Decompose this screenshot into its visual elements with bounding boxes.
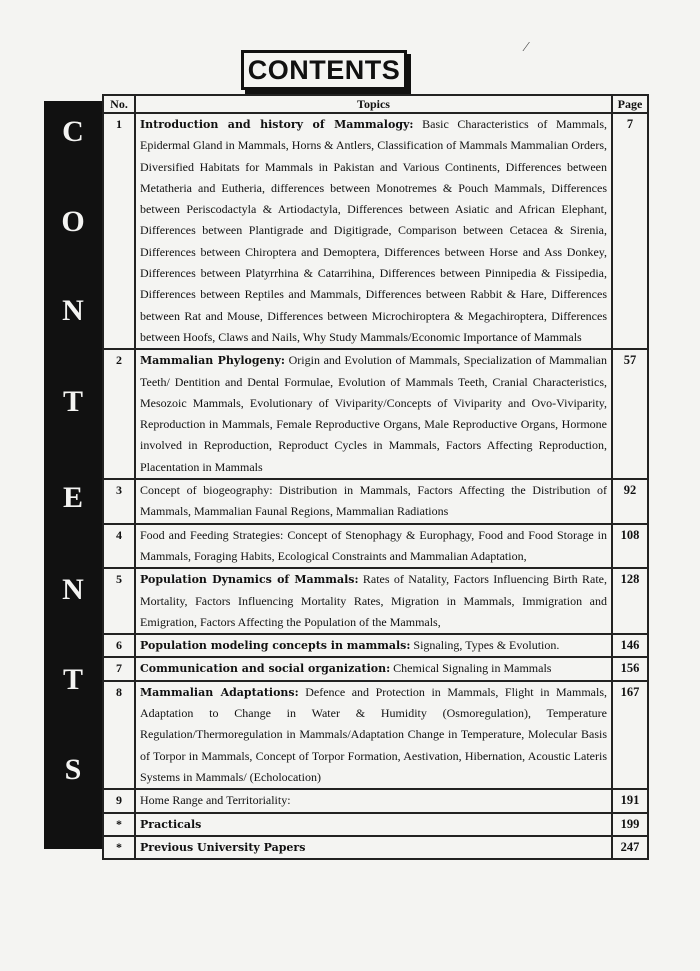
chapter-number: 5	[103, 568, 135, 634]
page-number: 146	[612, 634, 648, 657]
table-header-row	[103, 95, 648, 113]
table-row	[103, 836, 648, 859]
page-number: 247	[612, 836, 648, 859]
table-row	[103, 349, 648, 479]
page-number: 167	[612, 681, 648, 789]
header-topics: Topics	[135, 95, 612, 113]
chapter-number: 3	[103, 479, 135, 524]
sidebar-letter: O	[61, 205, 85, 238]
page-number: 92	[612, 479, 648, 524]
sidebar-letter: C	[62, 115, 84, 148]
chapter-topics	[135, 657, 612, 680]
chapter-title: Previous University Papers	[140, 840, 306, 854]
chapter-number: 7	[103, 657, 135, 680]
sidebar-letter: T	[62, 385, 83, 418]
contents-heading-box	[241, 50, 407, 90]
chapter-description: Basic Characteristics of Mammals, Epidermal Gland in Mammals, Horns & Antlers, Classification of Mammals Mammalian Orders, Diversified Habitats for Mammals in Pakistan and Various Continents, Differences between Metatheria and Eutheria, differences between Monotremes & Pouch Mammals, Differences between Periscodactyla & Artiodactyla, Differences between Asiatic and African Elephant, Differences between Plantigrade and Digitigrade, Comparison between Cetacea & Sirenia, Differences between Chiroptera and Demoptera, Differences between Horse and Ass Donkey, Differences between Platyrrhina & Catarrihina, Differences between Pinnipedia & Fissipedia, Differences between Reptiles and Mammals, Differences between Rabbit & Hare, Differences between Rat and Mouse, Differences between Microchiroptera & Megachiroptera, Differences between Hoofs, Claws and Nails, Why Study Mammals/Economic Importance of Mammals	[140, 117, 607, 344]
chapter-topics	[135, 568, 612, 634]
chapter-title: Mammalian Phylogeny:	[140, 354, 285, 368]
chapter-title: Practicals	[140, 817, 202, 831]
page-number: 128	[612, 568, 648, 634]
chapter-topics	[135, 813, 612, 836]
chapter-title: Introduction and history of Mammalogy:	[140, 118, 414, 131]
chapter-number: 4	[103, 524, 135, 569]
chapter-description: Rates of Natality, Factors Influencing Birth Rate, Mortality, Factors Influencing Mortality Rates, Migration in Mammals, Immigration and Emigration, Factors Affecting the Population of the Mammals,	[140, 572, 608, 629]
pen-mark: ⁄	[525, 40, 528, 55]
contents-table	[102, 94, 649, 860]
sidebar-letter: E	[62, 481, 83, 514]
chapter-description: Signaling, Types & Evolution.	[410, 638, 560, 653]
chapter-topics	[135, 634, 612, 657]
chapter-title: Communication and social organization:	[140, 662, 391, 676]
chapter-topics	[135, 789, 612, 812]
chapter-number: 6	[103, 634, 135, 657]
chapter-topics	[135, 349, 612, 479]
header-no: No.	[103, 95, 135, 113]
chapter-description: Home Range and Territoriality:	[140, 793, 291, 808]
chapter-title: Population Dynamics of Mammals:	[140, 573, 359, 587]
chapter-topics	[135, 836, 612, 859]
chapter-topics	[135, 113, 612, 349]
table-row	[103, 681, 648, 789]
chapter-number: *	[103, 813, 135, 836]
table-row	[103, 789, 648, 812]
chapter-number: 9	[103, 789, 135, 812]
chapter-number: 8	[103, 681, 135, 789]
page-number: 7	[612, 113, 648, 349]
page-number: 191	[612, 789, 648, 812]
chapter-description: Concept of biogeography: Distribution in Mammals, Factors Affecting the Distribution of Mammals, Mammalian Faunal Regions, Mammalian Radiations	[140, 483, 607, 519]
chapter-number: 2	[103, 349, 135, 479]
table-row	[103, 813, 648, 836]
header-page: Page	[612, 95, 648, 113]
page-number: 156	[612, 657, 648, 680]
chapter-number: *	[103, 836, 135, 859]
sidebar-letter: N	[62, 573, 84, 606]
chapter-description: Defence and Protection in Mammals, Flight in Mammals, Adaptation to Change in Water & Humidity (Osmoregulation), Temperature Regulation/Thermoregulation in Mammals/Adaptation Change in Temperature, Molecular Basis of Torpor in Mammals, Concept of Torpor Formation, Aestivation, Hibernation, Acoustic Lateris Systems in Mammals/ (Echolocation)	[140, 684, 607, 784]
table-row	[103, 113, 648, 349]
chapter-number: 1	[103, 113, 135, 349]
chapter-title: Population modeling concepts in mammals:	[140, 639, 411, 653]
table-row	[103, 634, 648, 657]
sidebar-letter: N	[62, 294, 84, 327]
page-number: 199	[612, 813, 648, 836]
table-row	[103, 657, 648, 680]
chapter-description: Origin and Evolution of Mammals, Specialization of Mammalian Teeth/ Dentition and Dental Formulae, Evolution of Mammals Teeth, Cranial Characteristics, Mesozoic Mammals, Evolutionary of Viviparity/Concepts of Viviparity and Ovo-Viviparity, Reproduction in Mammals, Female Reproductive Organs, Male Reproductive Organs, Hormone involved in Reproduction, Reproduct Cycles in Mammals, Factors Affecting Reproduction, Placentation in Mammals	[140, 353, 608, 474]
table-row	[103, 568, 648, 634]
page-number: 57	[612, 349, 648, 479]
chapter-topics	[135, 479, 612, 524]
contents-sidebar	[44, 101, 102, 849]
contents-heading: CONTENTS	[247, 54, 401, 85]
sidebar-letter: T	[62, 663, 83, 696]
sidebar-letter: S	[64, 753, 82, 786]
chapter-description: Chemical Signaling in Mammals	[390, 661, 552, 676]
chapter-topics	[135, 524, 612, 569]
chapter-description: Food and Feeding Strategies: Concept of Stenophagy & Europhagy, Food and Food Storage in Mammals, Foraging Habits, Ecological Constraints and Mammalian Adaptation,	[140, 527, 607, 563]
page-number: 108	[612, 524, 648, 569]
chapter-title: Mammalian Adaptations:	[140, 685, 299, 699]
table-row	[103, 479, 648, 524]
chapter-topics	[135, 681, 612, 789]
table-row	[103, 524, 648, 569]
